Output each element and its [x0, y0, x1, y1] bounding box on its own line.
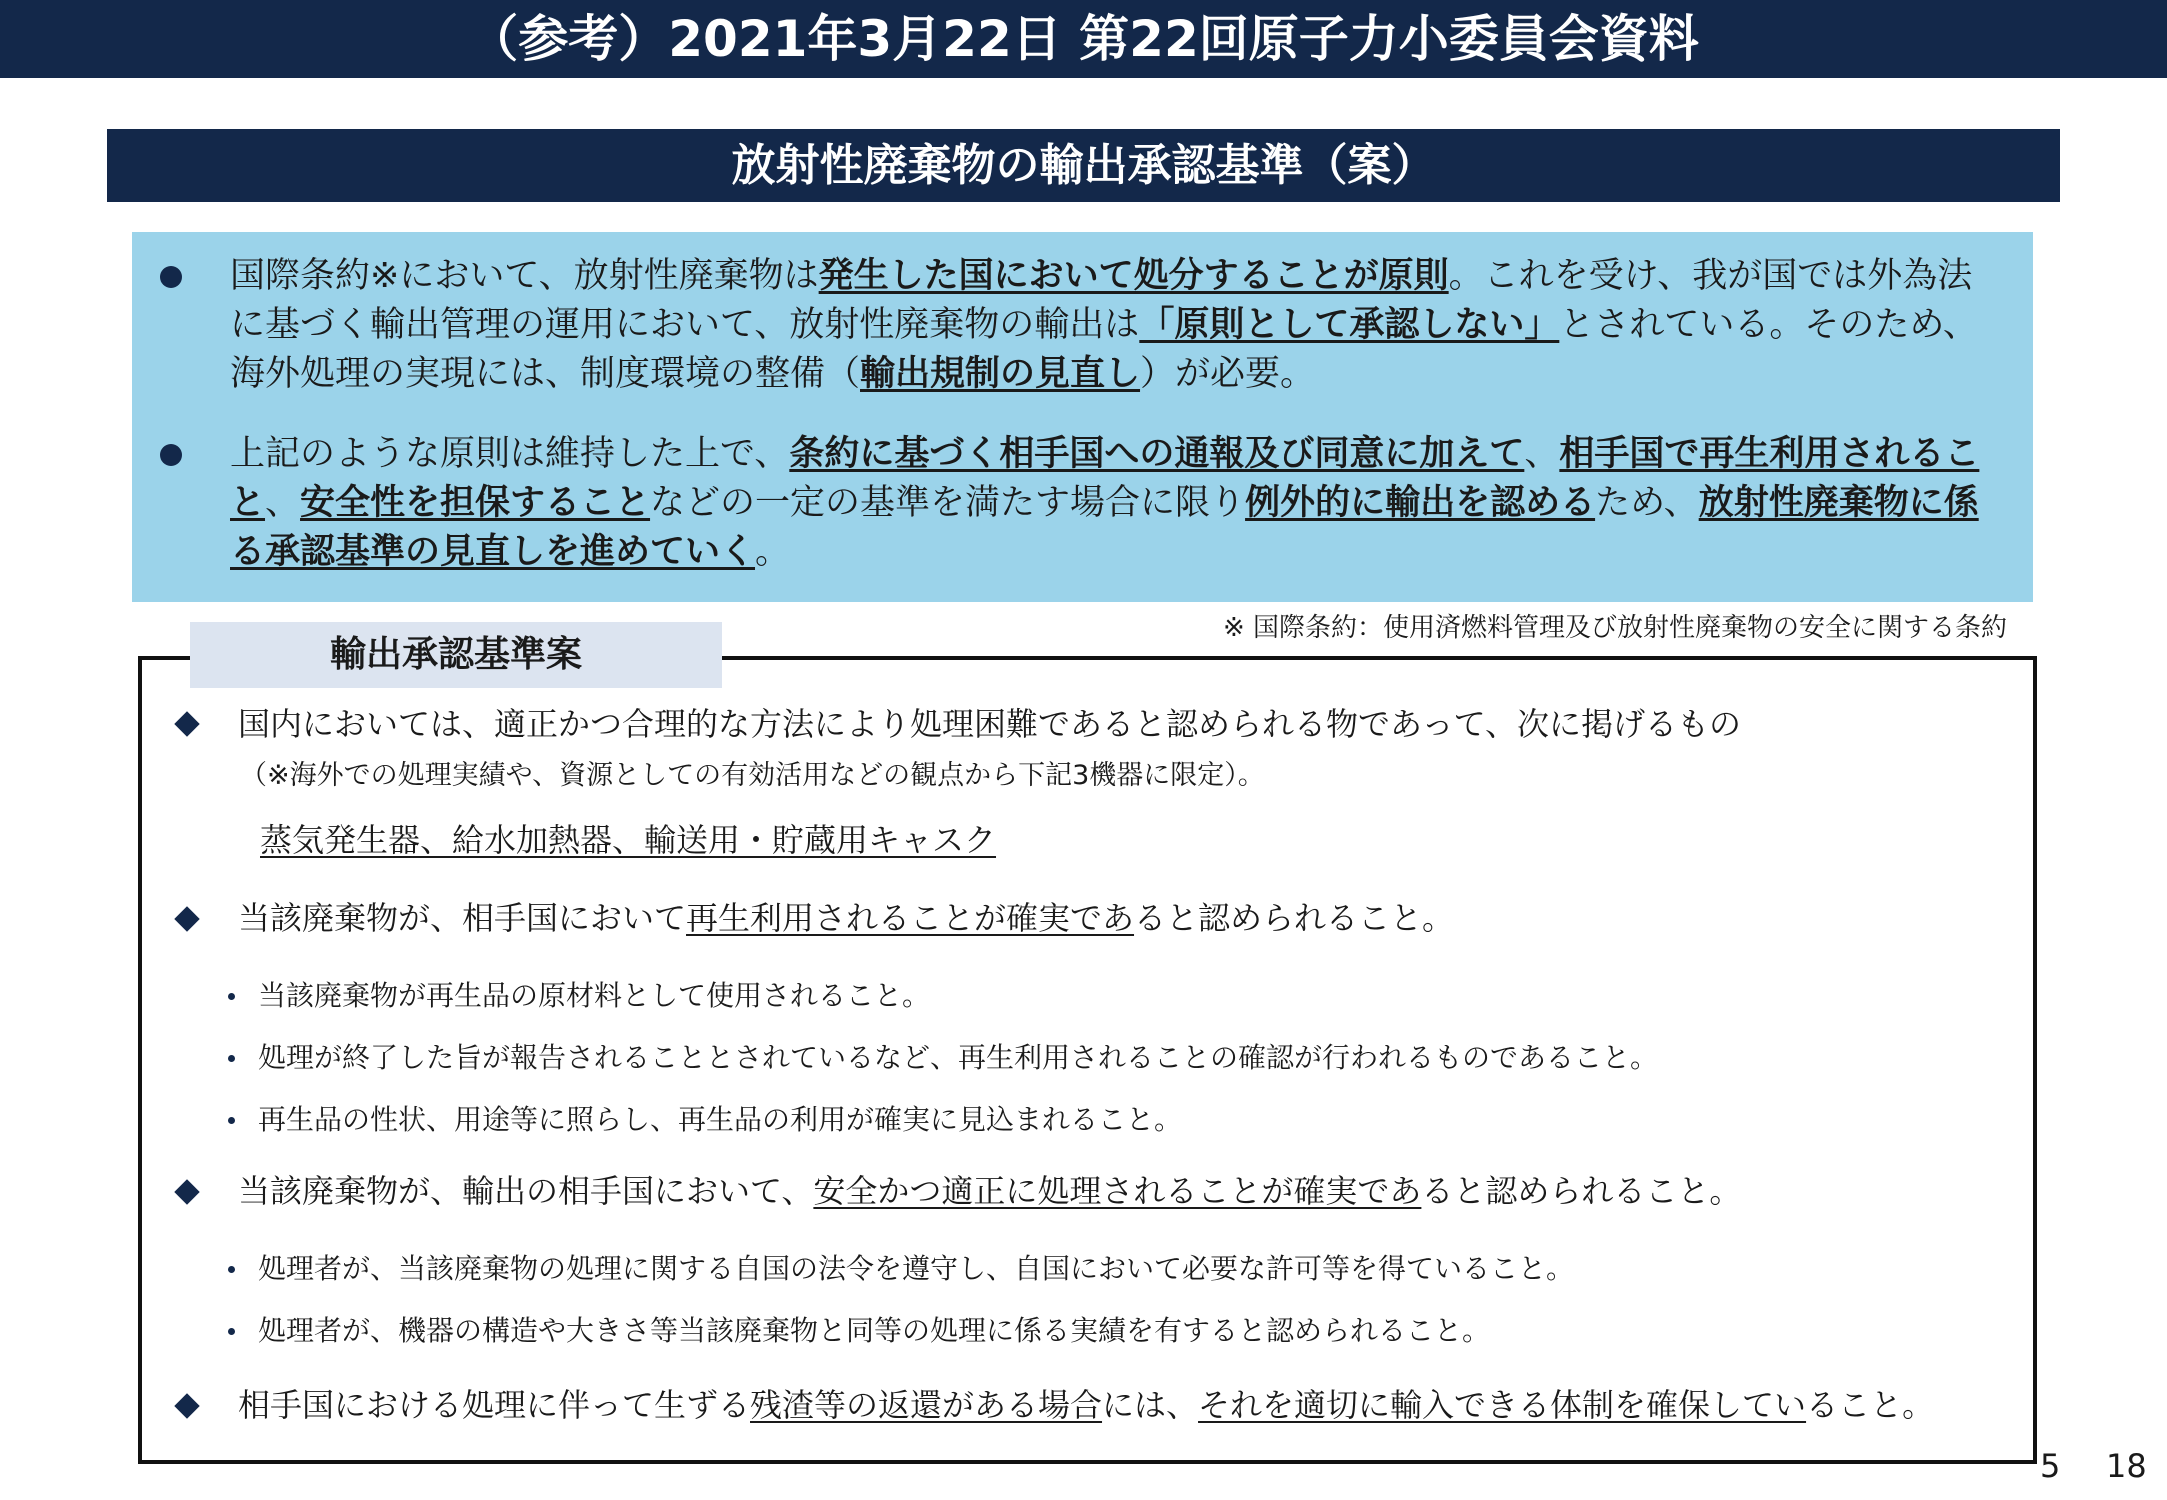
criterion-underlined: 安全かつ適正に処理されることが確実であ — [813, 1172, 1422, 1210]
criterion-4-text — [238, 1383, 1934, 1427]
summary-text: 。 — [755, 532, 791, 572]
summary-text: 、 — [265, 483, 301, 523]
sub-bullet-icon — [228, 993, 235, 1000]
criterion-1-devices: 蒸気発生器、給水加熱器、輸送用・貯蔵用キャスク — [260, 821, 997, 859]
summary-highlight: 「原則として承認しない」 — [1139, 305, 1560, 345]
summary-text: ）が必要。 — [1140, 354, 1316, 394]
summary-highlight: 安全性を担保すること — [300, 483, 651, 523]
criterion-2-sub-item: 再生品の性状、用途等に照らし、再生品の利用が確実に見込まれること。 — [258, 1103, 1183, 1136]
criterion-text-part: ること。 — [1806, 1386, 1935, 1424]
criterion-underlined: 残渣等の返還がある場合 — [750, 1386, 1103, 1424]
criterion-text-part: 当該廃棄物が、相手国において — [238, 899, 687, 937]
criterion-text-part: には、 — [1102, 1386, 1199, 1424]
criterion-2-text — [238, 896, 1454, 940]
criterion-text-part: 当該廃棄物が、輸出の相手国において、 — [238, 1172, 814, 1210]
summary-text: 上記のような原則は維持した上で、 — [230, 434, 790, 474]
criteria-label: 輸出承認基準案 — [190, 622, 722, 688]
summary-highlight: 条約に基づく相手国への通報及び同意に加えて — [789, 434, 1525, 474]
summary-text: などの一定の基準を満たす場合に限り — [650, 483, 1246, 523]
bullet-dot-icon — [160, 444, 182, 466]
sub-bullet-icon — [228, 1117, 235, 1124]
summary-text: 国際条約※において、放射性廃棄物は — [230, 256, 819, 296]
summary-highlight: 発生した国において処分することが原則 — [818, 256, 1449, 296]
summary-box — [132, 232, 2033, 602]
sub-bullet-icon — [228, 1328, 235, 1335]
summary-item-policy — [230, 430, 1990, 577]
summary-item-principle — [230, 252, 1990, 399]
criterion-1-text: 国内においては、適正かつ合理的な方法により処理困難であると認められる物であって、次に掲げるもの — [238, 705, 1742, 743]
section-page-number: 5 — [2040, 1447, 2061, 1485]
summary-text: とされている。そのため、海外処理の実現には、制度環境の整備（ — [230, 305, 1978, 394]
criterion-text-part: ると認められること。 — [1134, 899, 1455, 937]
summary-highlight: 輸出規制の見直し — [860, 354, 1141, 394]
criterion-underlined: それを適切に輸入できる体制を確保してい — [1198, 1386, 1807, 1424]
section-title: 放射性廃棄物の輸出承認基準（案） — [107, 129, 2060, 202]
summary-text: 。これを受け、我が国では外為法に基づく輸出管理の運用において、放射性廃棄物の輸出は — [230, 256, 1973, 345]
criterion-1-note: （※海外での処理実績や、資源としての有効活用などの観点から下記3機器に限定）。 — [240, 760, 1265, 791]
criterion-text-part: ると認められること。 — [1421, 1172, 1742, 1210]
reference-banner: （参考）2021年3月22日 第22回原子力小委員会資料 — [0, 0, 2167, 78]
sub-bullet-icon — [228, 1055, 235, 1062]
footnote: ※ 国際条約：使用済燃料管理及び放射性廃棄物の安全に関する条約 — [1222, 613, 2007, 643]
criterion-2-sub-item: 当該廃棄物が再生品の原材料として使用されること。 — [258, 979, 931, 1012]
bullet-dot-icon — [160, 266, 182, 288]
summary-text: 、 — [1524, 434, 1560, 474]
summary-highlight: 例外的に輸出を認める — [1245, 483, 1596, 523]
criterion-3-text — [238, 1169, 1741, 1213]
summary-highlight: 放射性廃棄物に係る承認基準の見直しを進めていく — [230, 483, 1979, 572]
criterion-text-part: 相手国における処理に伴って生ずる — [238, 1386, 751, 1424]
sub-bullet-icon — [228, 1266, 235, 1273]
criterion-underlined: 再生利用されることが確実であ — [686, 899, 1135, 937]
summary-highlight: 相手国で再生利用されること — [230, 434, 1980, 523]
criterion-3-sub-item: 処理者が、当該廃棄物の処理に関する自国の法令を遵守し、自国において必要な許可等を得ていること。 — [258, 1252, 1575, 1285]
summary-text: ため、 — [1595, 483, 1699, 523]
criterion-2-sub-item: 処理が終了した旨が報告されることとされているなど、再生利用されることの確認が行われるものであること。 — [258, 1041, 1659, 1074]
criterion-3-sub-item: 処理者が、機器の構造や大きさ等当該廃棄物と同等の処理に係る実績を有すると認められること。 — [258, 1314, 1491, 1347]
page-number: 18 — [2106, 1447, 2147, 1485]
